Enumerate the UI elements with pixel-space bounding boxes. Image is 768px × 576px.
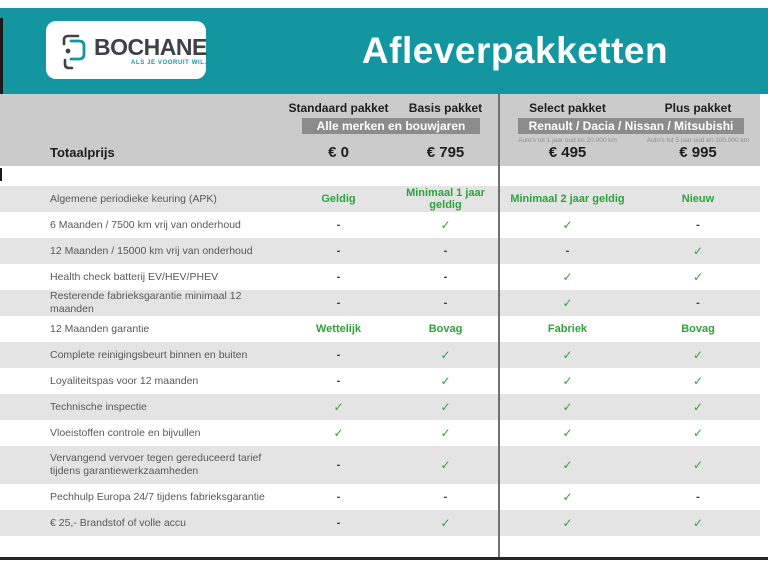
dash-mark: -: [336, 375, 341, 387]
dash-mark: -: [336, 491, 341, 503]
feature-label: Resterende fabrieksgarantie minimaal 12 maanden: [50, 290, 242, 315]
feature-row: [0, 420, 760, 446]
page-title: Afleverpakketten: [361, 30, 669, 71]
feature-label: 6 Maanden / 7500 km vrij van onderhoud: [50, 218, 241, 231]
feature-value: Wettelijk: [315, 323, 362, 335]
price-standaard-pakket: € 0: [328, 144, 349, 161]
feature-row: [0, 368, 760, 394]
check-icon: ✓: [440, 458, 451, 472]
check-icon: ✓: [562, 270, 573, 284]
plus-pakket-subtitle: Auto's tot 5 jaar oud en 100.000 km: [646, 137, 750, 144]
bochane-logo-icon: [56, 29, 90, 71]
dash-mark: -: [336, 245, 341, 257]
package-names-row: [0, 101, 760, 115]
dash-mark: -: [443, 245, 448, 257]
dash-mark: -: [696, 297, 700, 309]
feature-row: [0, 446, 760, 484]
feature-label: 12 Maanden / 15000 km vrij van onderhoud: [50, 244, 253, 257]
feature-value: Fabriek: [547, 323, 588, 335]
feature-label: Health check batterij EV/HEV/PHEV: [50, 270, 219, 283]
dash-mark: -: [336, 271, 341, 283]
feature-row: [0, 186, 760, 212]
column-header-select-pakket: Select pakket: [529, 101, 606, 115]
dash-mark: -: [336, 219, 341, 231]
check-icon: ✓: [692, 348, 704, 362]
check-icon: ✓: [562, 296, 573, 310]
dash-mark: -: [336, 349, 341, 361]
feature-row: [0, 316, 760, 342]
dash-mark: -: [696, 491, 700, 503]
check-icon: ✓: [692, 426, 704, 440]
dash-mark: -: [565, 245, 570, 257]
dash-mark: -: [336, 459, 341, 471]
feature-label: 12 Maanden garantie: [50, 322, 150, 335]
check-icon: ✓: [562, 218, 573, 232]
feature-label: Algemene periodieke keuring (APK): [50, 192, 217, 205]
dash-mark: -: [336, 297, 341, 309]
feature-row: [0, 290, 760, 316]
feature-row: [0, 510, 760, 536]
check-icon: ✓: [440, 348, 451, 362]
price-select-pakket: € 495: [548, 144, 587, 161]
check-icon: ✓: [562, 426, 573, 440]
check-icon: ✓: [333, 426, 344, 440]
dash-mark: -: [696, 219, 700, 231]
check-icon: ✓: [562, 458, 573, 472]
feature-label: Loyaliteitspas voor 12 maanden: [50, 374, 199, 387]
feature-label: Technische inspectie: [50, 400, 147, 413]
feature-row: [0, 264, 760, 290]
check-icon: ✓: [562, 490, 573, 504]
check-icon: ✓: [440, 426, 451, 440]
feature-label: Pechhulp Europa 24/7 tijdens fabrieksgarantie: [50, 490, 265, 503]
check-icon: ✓: [692, 400, 704, 414]
left-border-artifact: [0, 18, 3, 94]
feature-table: [0, 186, 760, 536]
header-band: [0, 8, 768, 94]
check-icon: ✓: [692, 516, 704, 530]
check-icon: ✓: [562, 516, 573, 530]
dash-mark: -: [443, 297, 448, 309]
feature-row: [0, 394, 760, 420]
check-icon: ✓: [692, 270, 704, 284]
check-icon: ✓: [333, 400, 344, 414]
feature-row: [0, 484, 760, 510]
logo-tagline: ALS JE VOORUIT WIL.: [131, 59, 207, 66]
feature-value: Geldig: [321, 193, 356, 205]
totaalprijs-label: Totaalprijs: [50, 145, 115, 160]
price-basis-pakket: € 795: [426, 144, 465, 161]
check-icon: ✓: [692, 458, 704, 472]
select-pakket-subtitle: Auto's tot 1 jaar oud en 20.000 km: [518, 137, 617, 144]
column-header-plus-pakket: Plus pakket: [664, 101, 732, 115]
dash-mark: -: [443, 271, 448, 283]
check-icon: ✓: [440, 374, 451, 388]
feature-label: Vloeistoffen controle en bijvullen: [50, 426, 201, 439]
left-tick-artifact: [0, 168, 2, 181]
feature-value: Bovag: [428, 323, 463, 335]
bottom-border: [0, 557, 768, 560]
feature-value: Bovag: [681, 323, 715, 335]
feature-value: Minimaal 1 jaar geldig: [406, 187, 485, 211]
column-header-basis-pakket: Basis pakket: [408, 101, 483, 115]
price-plus-pakket: € 995: [679, 144, 717, 161]
check-icon: ✓: [440, 516, 451, 530]
price-row: [0, 144, 760, 161]
feature-label: € 25,- Brandstof of volle accu: [50, 516, 186, 529]
feature-value: Minimaal 2 jaar geldig: [510, 193, 625, 205]
check-icon: ✓: [692, 374, 704, 388]
package-subtitles-row: [0, 137, 760, 144]
feature-label: Complete reinigingsbeurt binnen en buiten: [50, 348, 248, 361]
feature-row: [0, 238, 760, 264]
check-icon: ✓: [562, 348, 573, 362]
feature-row: [0, 342, 760, 368]
dash-mark: -: [336, 517, 341, 529]
check-icon: ✓: [692, 244, 704, 258]
feature-label: Vervangend vervoer tegen gereduceerd tarief tijdens garantiewerkzaamheden: [50, 452, 262, 477]
dash-mark: -: [443, 491, 448, 503]
bochane-logo: [46, 21, 206, 79]
feature-row: [0, 212, 760, 238]
packages-header: [0, 94, 760, 166]
feature-value: Nieuw: [681, 193, 715, 205]
check-icon: ✓: [562, 374, 573, 388]
banner-renault-dacia-nissan-mitsubishi: Renault / Dacia / Nissan / Mitsubishi: [518, 118, 744, 134]
logo-wordmark: BOCHANE: [94, 33, 207, 60]
check-icon: ✓: [440, 218, 451, 232]
column-header-standaard-pakket: Standaard pakket: [288, 101, 389, 115]
column-divider: [498, 94, 500, 560]
check-icon: ✓: [562, 400, 573, 414]
check-icon: ✓: [440, 400, 451, 414]
banner-alle-merken: Alle merken en bouwjaren: [302, 118, 480, 134]
